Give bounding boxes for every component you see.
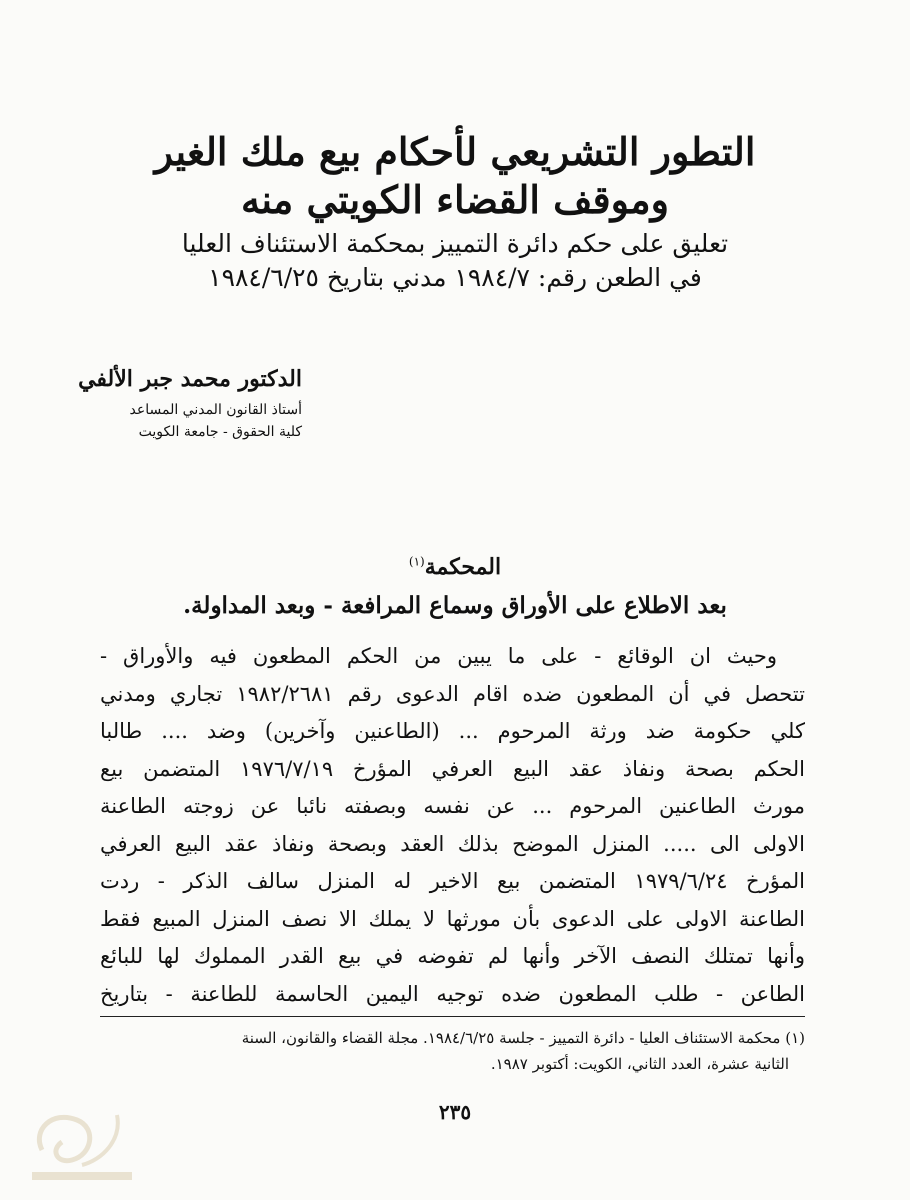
court-heading <box>0 554 910 580</box>
article-title-line-2: وموقف القضاء الكويتي منه <box>241 177 669 222</box>
body-line: الحكم بصحة ونفاذ عقد البيع العرفي المؤرخ ١٩٧٦/٧/١٩ المتضمن بيع <box>100 756 805 781</box>
footnote-marker: (١) <box>408 554 425 569</box>
article-subtitle-line-1: تعليق على حكم دائرة التمييز بمحكمة الاستئناف العليا <box>181 229 729 258</box>
article-title-line-1: التطور التشريعي لأحكام بيع ملك الغير <box>154 129 756 174</box>
body-line: وحيث ان الوقائع - على ما يبين من الحكم المطعون فيه والأوراق - <box>100 644 777 668</box>
footnote-divider <box>100 1016 805 1017</box>
judgment-intro: بعد الاطلاع على الأوراق وسماع المرافعة - وبعد المداولة. <box>183 592 727 619</box>
body-line: كلي حكومة ضد ورثة المرحوم ... (الطاعنين وآخرين) وضد .... طالبا <box>100 719 805 743</box>
court-heading-text: المحكمة <box>424 554 502 580</box>
author-affiliation: كلية الحقوق - جامعة الكويت <box>138 424 302 440</box>
watermark-logo-icon <box>22 1080 142 1190</box>
body-line: تتحصل في أن المطعون ضده اقام الدعوى رقم ١٩٨٢/٢٦٨١ تجاري ومدني <box>100 681 805 706</box>
body-line: الطاعنة الاولى على الدعوى بأن مورثها لا يملك الا نصف المنزل المبيع فقط <box>100 906 805 931</box>
author-position: أستاذ القانون المدني المساعد <box>129 402 302 418</box>
footnote-line-2: الثانية عشرة، العدد الثاني، الكويت: أكتوبر ١٩٨٧. <box>490 1055 789 1073</box>
judgment-body <box>100 638 805 1013</box>
footnote-line-1: (١) محكمة الاستئناف العليا - دائرة التمييز - جلسة ١٩٨٤/٦/٢٥. مجلة القضاء والقانون، السنة <box>241 1029 805 1047</box>
body-line: المؤرخ ١٩٧٩/٦/٢٤ المتضمن بيع الاخير له المنزل سالف الذكر - ردت <box>100 869 805 893</box>
body-line: الاولى الى ..... المنزل الموضح بذلك العقد وبصحة ونفاذ عقد البيع العرفي <box>100 831 805 856</box>
body-line: وأنها تمتلك النصف الآخر وأنها لم تفوضه في بيع القدر المملوك لها للبائع <box>100 944 805 968</box>
body-line: مورث الطاعنين المرحوم ... عن نفسه وبصفته نائبا عن زوجته الطاعنة <box>100 794 805 818</box>
article-subtitle-line-2: في الطعن رقم: ١٩٨٤/٧ مدني بتاريخ ١٩٨٤/٦/٢٥ <box>208 263 702 292</box>
body-line: الطاعن - طلب المطعون ضده توجيه اليمين الحاسمة للطاعنة - بتاريخ <box>100 981 805 1006</box>
page-number: ٢٣٥ <box>438 1100 472 1124</box>
author-name: الدكتور محمد جبر الألفي <box>78 366 302 392</box>
